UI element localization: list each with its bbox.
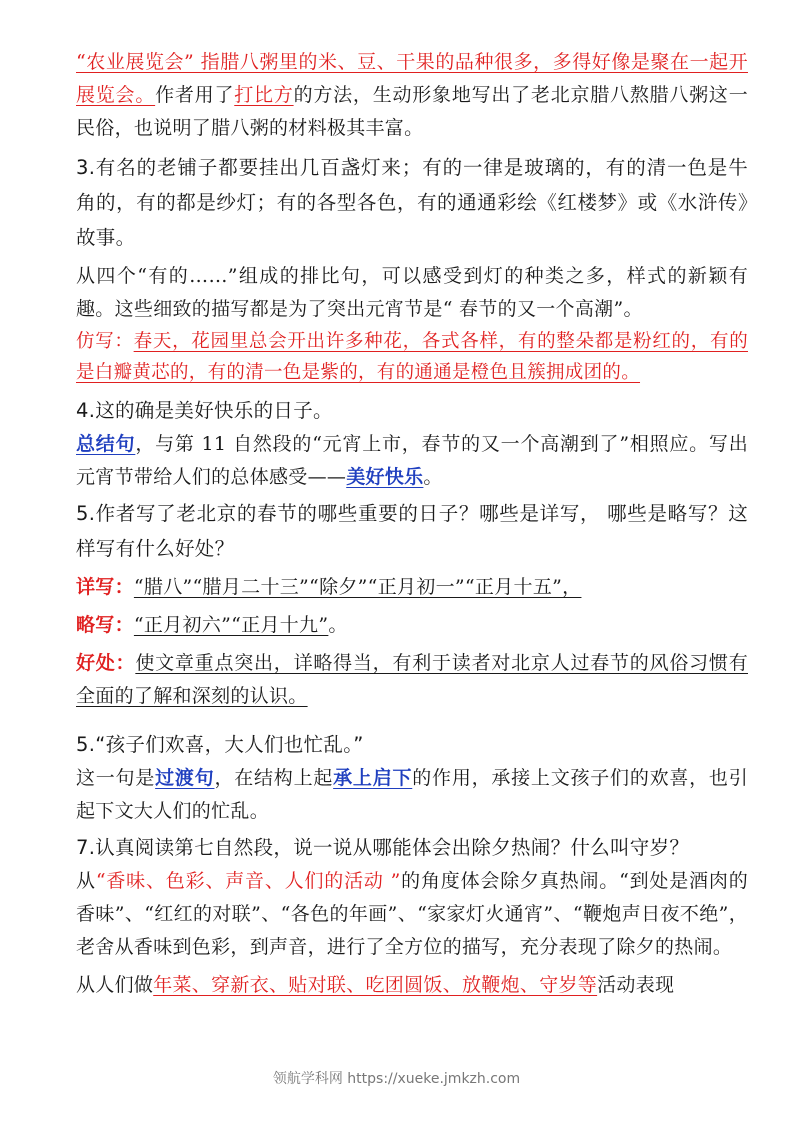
question-7: 7.认真阅读第七自然段，说一说从哪能体会出除夕热闹？什么叫守岁？ [76, 836, 690, 859]
question-6: 5.“孩子们欢喜，大人们也忙乱。” [76, 733, 364, 756]
text: 这一句是 [76, 767, 156, 789]
text: 。 [328, 614, 348, 636]
text: 的角度体会除夕真热闹。“到处是酒肉的香味”、“红红的对联”、“各色的年画”、“家家灯火通宵”、“鞭炮声日夜不绝”，老舍从香味到色彩，到声音，进行了全方位的描写，充分表现了除夕的热闹。 [76, 870, 748, 958]
analysis-3: 从四个“有的……”组成的排比句，可以感受到灯的种类之多，样式的新颖有趣。这些细致的描写都是为了突出元宵节是“ 春节的又一个高潮”。 [76, 265, 748, 320]
question-3: 3.有名的老铺子都要挂出几百盏灯来；有的一律是玻璃的，有的清一色是牛角的，有的都是纱灯；有的各型各色，有的通通彩绘《红楼梦》或《水浒传》故事。 [76, 156, 748, 249]
imitation-text: 春天，花园里总会开出许多种花，各式各样，有的整朵都是粉红的，有的是白瓣黄芯的，有的清一色是紫的，有的通通是橙色且簇拥成团的。 [76, 331, 748, 383]
answer-6 [76, 762, 748, 828]
text: 的作用，承接上文孩子们的欢喜，也引起下文大人们的忙乱。 [76, 767, 749, 822]
detail-text: “腊八”“腊月二十三”“除夕”“正月初一”“正月十五”， [133, 576, 582, 598]
question-4: 4.这的确是美好快乐的日子。 [76, 399, 333, 422]
activities: 年菜、穿新衣、贴对联、吃团圆饭、放鞭炮、守岁等 [153, 974, 598, 996]
imitation-label: 仿写： [76, 331, 134, 352]
text: ，与第 11 自然段的“元宵上市，春节的又一个高潮到了”相照应。写出元宵节带给人们的总体感受—— [76, 433, 749, 488]
footer-watermark: 领航学科网 https://xueke.jmkzh.com [272, 1071, 521, 1087]
paragraph-exhibition [76, 46, 748, 145]
text: 从 [76, 870, 96, 892]
document-body [76, 46, 748, 1002]
term-summary-sentence: 总结句 [76, 433, 136, 455]
text: 从人们做 [76, 974, 154, 996]
aspects: “香味、色彩、声音、人们的活动 ” [95, 870, 401, 892]
key-phrase: 美好快乐 [346, 466, 424, 488]
exhibition-explanation: “农业展览会” 指腊八粥里的米、豆、干果的品种很多，多得好像是聚在一起开展览会。 [76, 51, 748, 106]
term-metaphor: 打比方 [234, 84, 294, 106]
answer-brief [76, 609, 748, 642]
answer-4 [76, 428, 748, 494]
imitation-3 [76, 326, 748, 388]
benefit-label: 好处： [76, 652, 136, 674]
term-transition-sentence: 过渡句 [155, 767, 215, 789]
text: 活动表现 [597, 974, 675, 996]
question-5: 5.作者写了老北京的春节的哪些重要的日子？哪些是详写， 哪些是略写？这样写有什么好处？ [76, 502, 748, 560]
term-link: 承上启下 [333, 767, 413, 789]
benefit-text: 使文章重点突出，详略得当，有利于读者对北京人过春节的风俗习惯有全面的了解和深刻的认识。 [76, 652, 748, 707]
text: 。 [423, 466, 443, 488]
text: ，在结构上起 [214, 767, 334, 789]
brief-text: “正月初六”“正月十九” [133, 614, 329, 636]
brief-label: 略写： [76, 614, 134, 636]
text: 的方法，生动形象地写出了老北京腊八熬腊八粥这一民俗，也说明了腊八粥的材料极其丰富。 [76, 84, 749, 139]
answer-benefit [76, 647, 748, 713]
text: 作者用了 [155, 84, 235, 106]
answer-7a [76, 865, 748, 964]
answer-detail [76, 571, 748, 604]
answer-7b [76, 969, 748, 1002]
detail-label: 详写： [76, 576, 134, 598]
